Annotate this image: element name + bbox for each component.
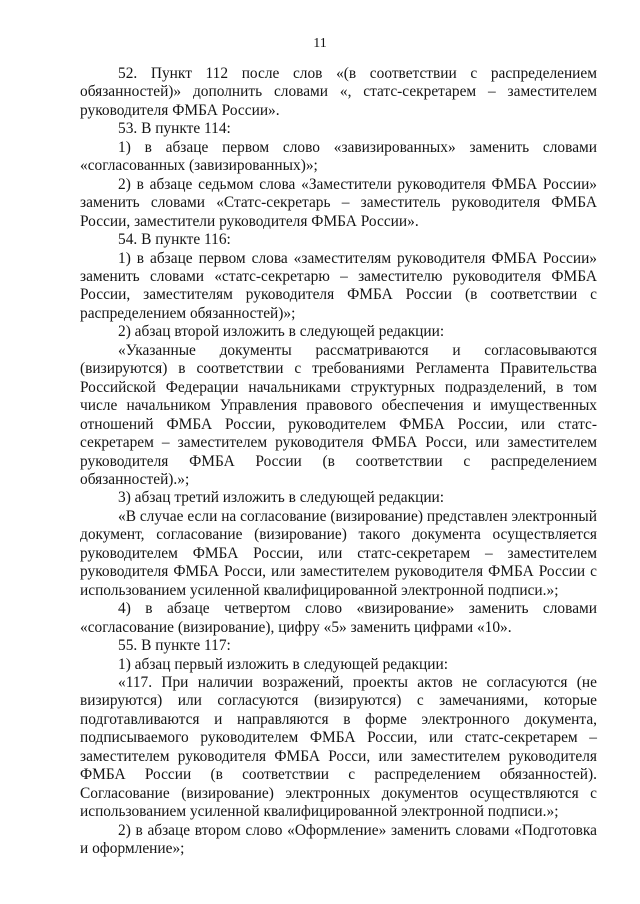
paragraph-55-heading: 55. В пункте 117: xyxy=(118,637,231,655)
paragraph-55-item-1: 1) абзац первый изложить в следующей редакции: xyxy=(118,655,449,673)
paragraph-54-item-4: 4) в абзаце четвертом слово «визирование» заменить словами «согласование (визирование), цифру «5» заменить цифрами «10». xyxy=(80,600,597,636)
paragraph-55-item-2: 2) в абзаце втором слово «Оформление» заменить словами «Подготовка и оформление»; xyxy=(80,821,597,858)
paragraph-54-item-1: 1) в абзаце первом слова «заместителям руководителя ФМБА России» заменить словами «статс-секретарю – заместителю руководителя ФМБА России, заместителям руководителя ФМБА России (в соответствии с распределением обязанностей)»; xyxy=(80,249,597,322)
document-body xyxy=(80,65,597,858)
paragraph-53-heading: 53. В пункте 114: xyxy=(118,120,231,138)
paragraph-54-item-3: 3) абзац третий изложить в следующей редакции: xyxy=(118,489,445,507)
paragraph-54-item-3-text: «В случае если на согласование (визирование) представлен электронный документ, согласование (визирование) такого документа осуществляется руководителем ФМБА России, или статс-секретарем – заместителем руководителя ФМБА Росси, или заместителем руководителя ФМБА России с использованием усиленной квалифицированной электронной подписи.»; xyxy=(80,507,597,599)
paragraph-55-item-1-text: «117. При наличии возражений, проекты актов не согласуются (не визируются) или согласуются (визируются) с замечаниями, которые подготавливаются и направляются в форме электронного документа, подписываемого руководителем ФМБА России, или статс-секретарем – заместителем руководителя ФМБА Росси, или заместителем руководителя ФМБА России (в соответствии с распределением обязанностей). Согласование (визирование) электронных документов осуществляются с использованием усиленной квалифицированной электронной подписи.»; xyxy=(80,673,597,821)
page-number: 11 xyxy=(313,36,327,51)
paragraph-52: 52. Пункт 112 после слов «(в соответствии с распределением обязанностей)» дополнить словами «, статс-секретарем – заместителем руководителя ФМБА России». xyxy=(80,65,597,119)
paragraph-54-item-2-text: «Указанные документы рассматриваются и согласовываются (визируются) в соответствии с требованиями Регламента Правительства Российской Федерации начальниками структурных подразделений, в том числе начальником Управления правового обеспечения и имущественных отношений ФМБА России, руководителем ФМБА России, или статс-секретарем – заместителем руководителя ФМБА Росси, или заместителем руководителя ФМБА России (в соответствии с распределением обязанностей).»; xyxy=(80,341,597,488)
paragraph-54-item-2: 2) абзац второй изложить в следующей редакции: xyxy=(118,323,445,341)
paragraph-53-item-2: 2) в абзаце седьмом слова «Заместители руководителя ФМБА России» заменить словами «Статс-секретарь – заместитель руководителя ФМБА России, заместители руководителя ФМБА России». xyxy=(80,175,597,230)
paragraph-53-item-1: 1) в абзаце первом слово «завизированных» заменить словами «согласованных (завизированных)»; xyxy=(80,138,597,175)
paragraph-54-heading: 54. В пункте 116: xyxy=(118,231,231,249)
